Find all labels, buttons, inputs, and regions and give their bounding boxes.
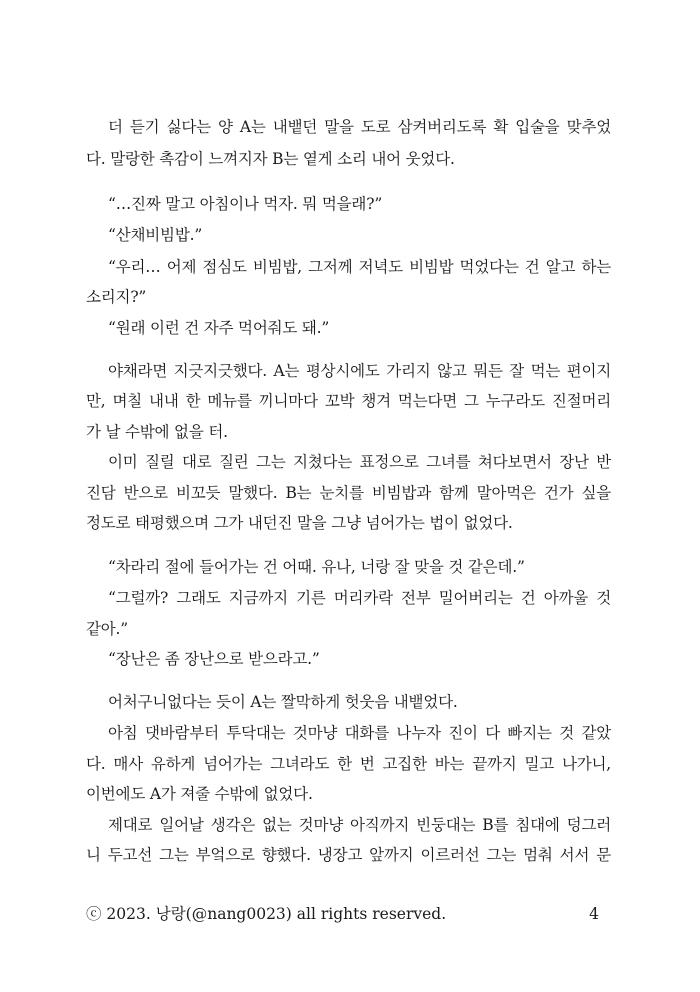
text-line: 다. 매사 유하게 넘어가는 그녀라도 한 번 고집한 바는 끝까지 밀고 나가니, — [86, 755, 611, 773]
text-line: “우리… 어제 점심도 비빔밥, 그저께 저녁도 비빔밥 먹었다는 건 알고 하는 — [108, 258, 611, 276]
text-line: “원래 이런 건 자주 먹어줘도 돼.” — [108, 319, 330, 337]
text-line: 이번에도 A가 져줄 수밖에 없었다. — [86, 785, 313, 803]
text-line: 야채라면 지긋지긋했다. A는 평상시에도 가리지 않고 뭐든 잘 먹는 편이지 — [108, 362, 611, 380]
text-line: 다. 말랑한 촉감이 느껴지자 B는 옅게 소리 내어 웃었다. — [86, 150, 455, 168]
text-line: “산채비빔밥.” — [108, 226, 203, 244]
text-line: 가 날 수밖에 없을 터. — [86, 423, 228, 441]
text-line: 어처구니없다는 듯이 A는 짤막하게 헛웃음 내뱉었다. — [108, 693, 458, 711]
text-line: “그럴까? 그래도 지금까지 기른 머리카락 전부 밀어버리는 건 아까울 것 — [108, 589, 611, 607]
text-line: 같아.” — [86, 620, 128, 638]
text-line: 진담 반으로 비꼬듯 말했다. B는 눈치를 비빔밥과 함께 말아먹은 건가 싶을 — [86, 484, 611, 502]
text-line: “장난은 좀 장난으로 받으라고.” — [108, 650, 320, 668]
text-line: 니 두고선 그는 부엌으로 향했다. 냉장고 앞까지 이르러선 그는 멈춰 서서 문 — [86, 846, 611, 864]
text-line: 더 듣기 싫다는 양 A는 내뱉던 말을 도로 삼켜버리도록 확 입술을 맞추었 — [108, 118, 611, 136]
text-line: 소리지?” — [86, 288, 147, 306]
text-line: 제대로 일어날 생각은 없는 것마냥 아직까지 빈둥대는 B를 침대에 덩그러 — [108, 816, 611, 834]
copyright-notice: ⓒ 2023. 낭랑(@nang0023) all rights reserved. — [86, 905, 447, 923]
text-line: “차라리 절에 들어가는 건 어때. 유나, 너랑 잘 맞을 것 같은데.” — [108, 558, 525, 576]
text-line: 아침 댓바람부터 투닥대는 것마냥 대화를 나누자 진이 다 빠지는 것 같았 — [108, 724, 611, 742]
page-number: 4 — [589, 905, 599, 923]
text-line: 만, 며칠 내내 한 메뉴를 끼니마다 꼬박 챙겨 먹는다면 그 누구라도 진절머리 — [86, 392, 611, 410]
text-line: “…진짜 말고 아침이나 먹자. 뭐 먹을래?” — [108, 195, 383, 213]
text-line: 정도로 태평했으며 그가 내던진 말을 그냥 넘어가는 법이 없었다. — [86, 514, 513, 532]
page-footer — [86, 903, 611, 925]
text-line: 이미 질릴 대로 질린 그는 지쳤다는 표정으로 그녀를 쳐다보면서 장난 반 — [108, 453, 611, 471]
